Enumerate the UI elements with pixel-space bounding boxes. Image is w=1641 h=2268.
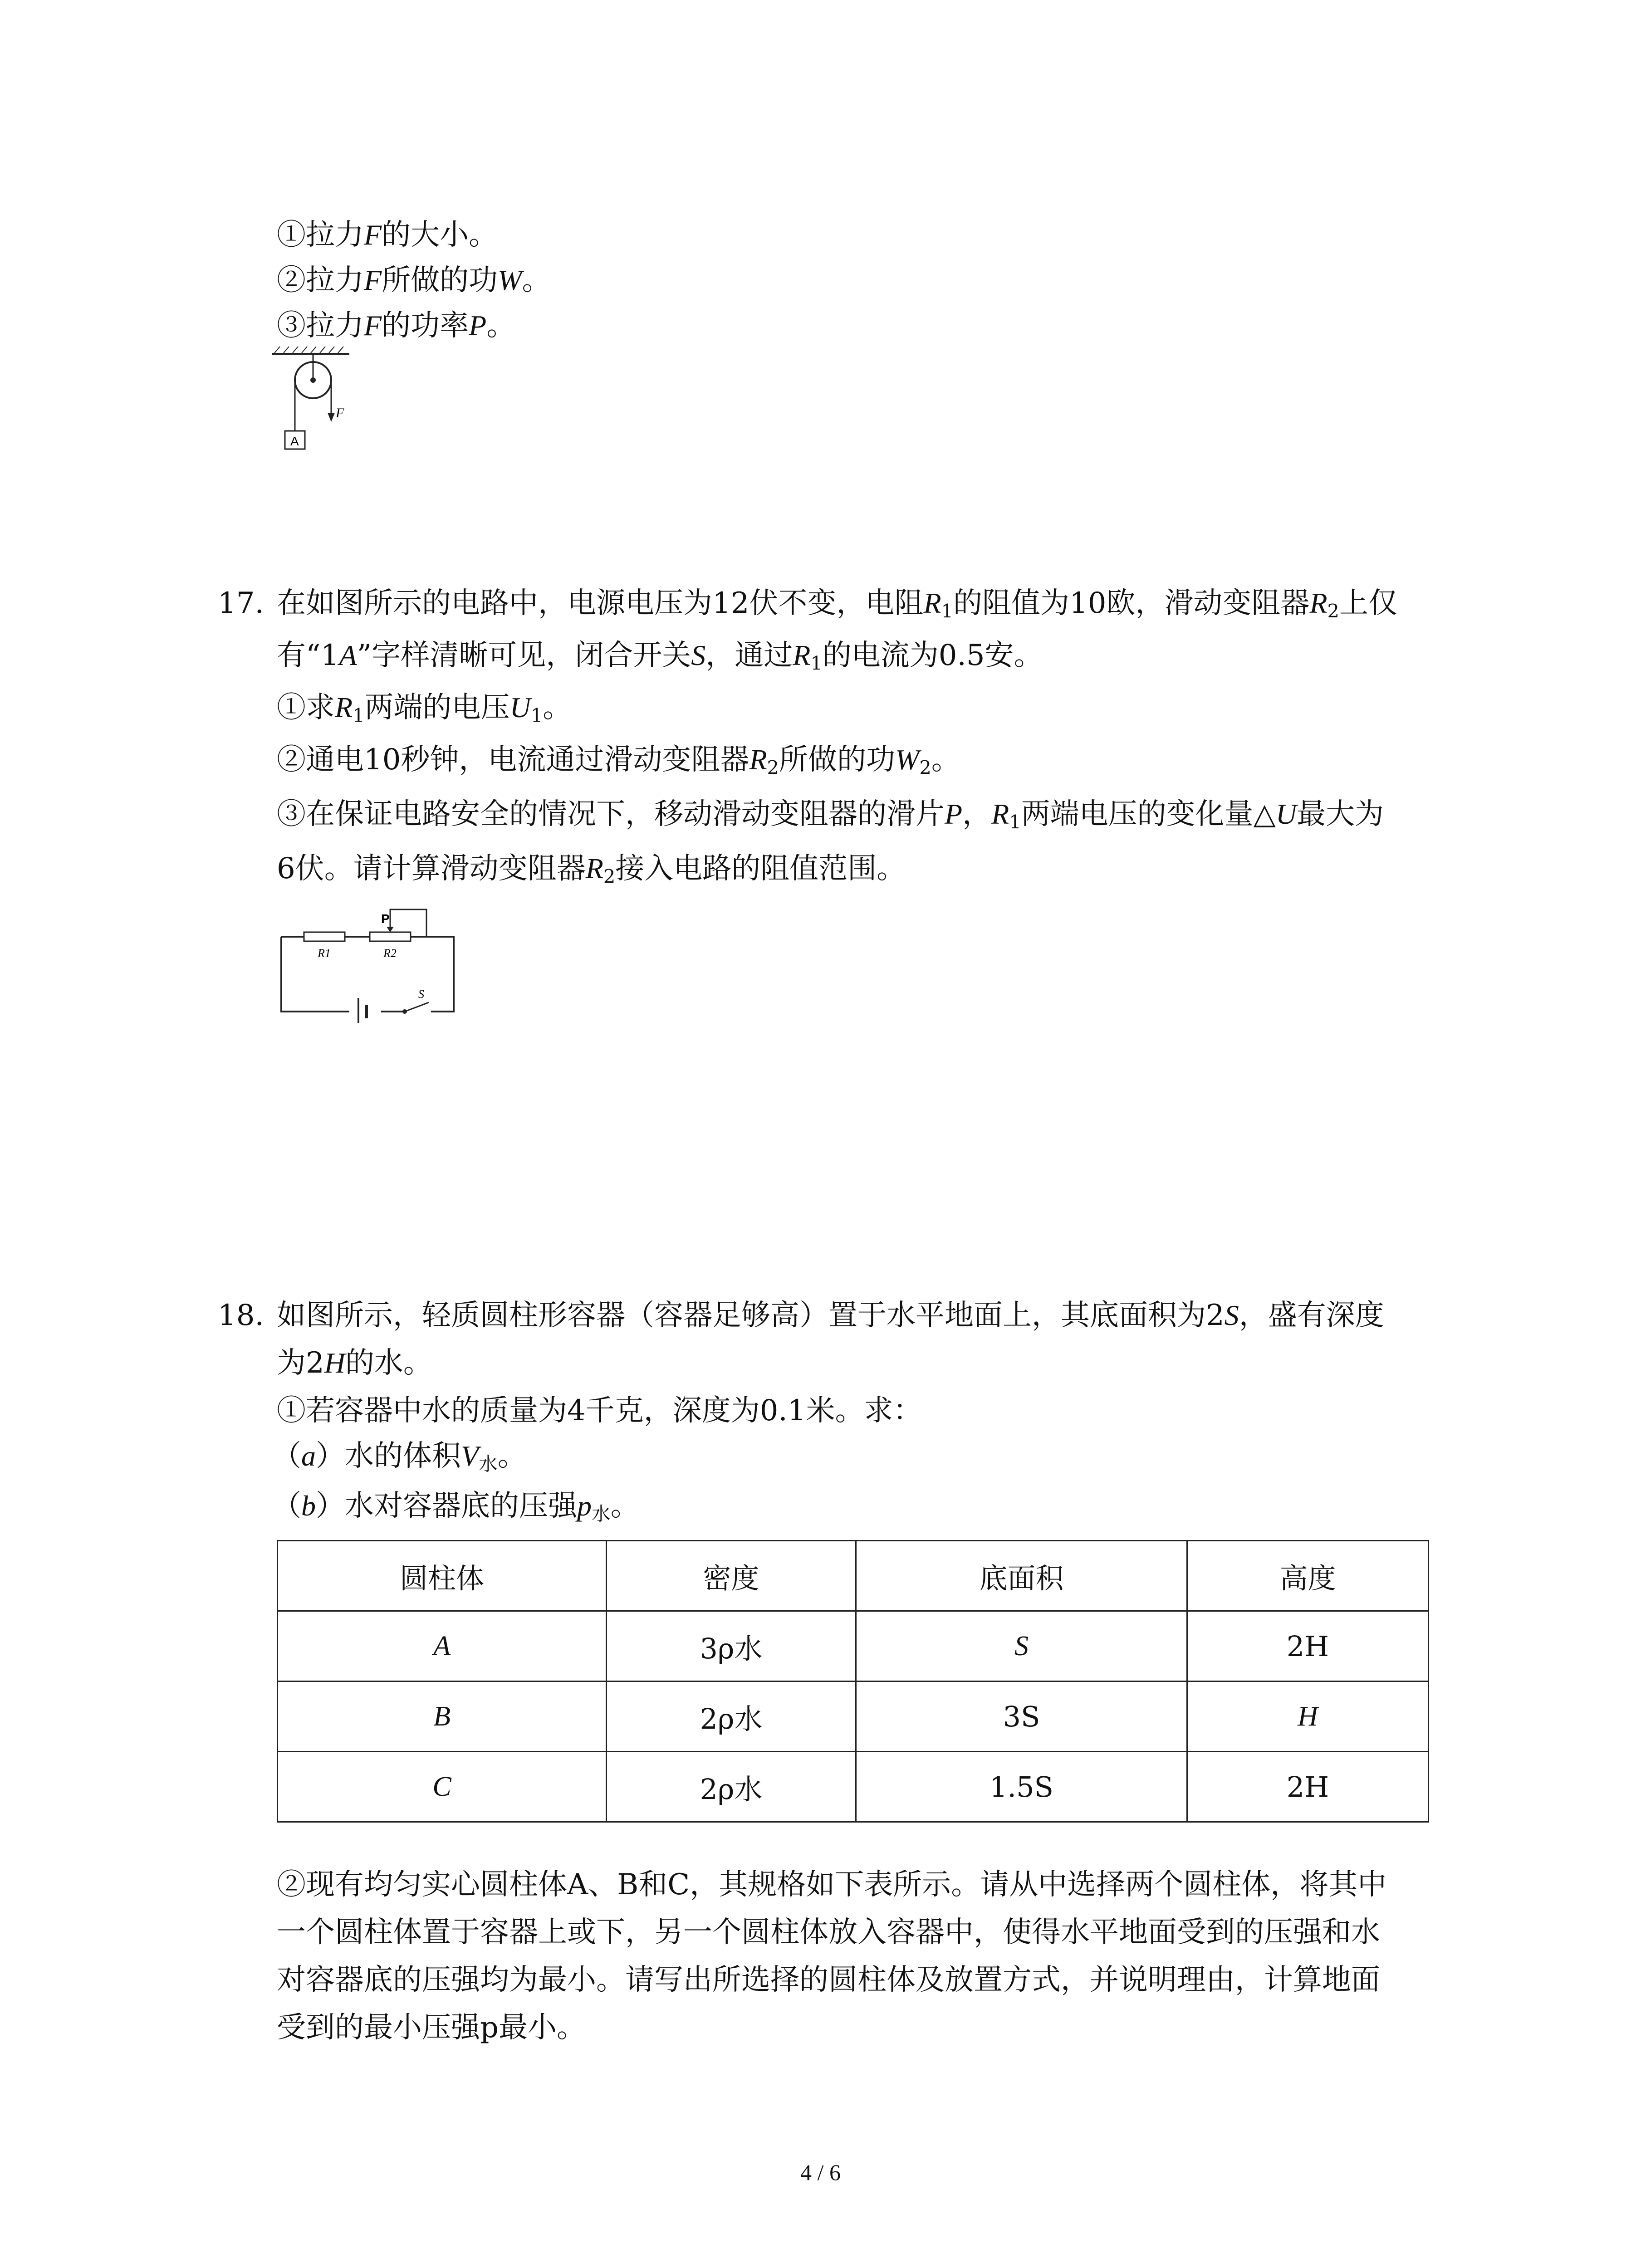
table-header: 底面积 xyxy=(856,1541,1187,1611)
table-row xyxy=(278,1611,1429,1681)
q16-item-2: ②拉力F所做的功W。 xyxy=(277,264,551,297)
q18-para-line-3: 对容器底的压强均为最小。请写出所选择的圆柱体及放置方式，并说明理由，计算地面 xyxy=(277,1963,1380,1997)
page-number: 4 / 6 xyxy=(800,2160,841,2185)
table-cell: B xyxy=(278,1681,607,1752)
q17-number: 17. xyxy=(218,587,264,620)
table-header-row xyxy=(278,1541,1429,1611)
table-cell: 2ρ水 xyxy=(607,1681,856,1752)
q18-line-1: 如图所示，轻质圆柱形容器（容器足够高）置于水平地面上，其底面积为2S，盛有深度 xyxy=(277,1299,1384,1332)
table-cell: 3S xyxy=(856,1681,1187,1752)
pulley-figure xyxy=(268,345,367,454)
q17-line-2: 有“1A”字样清晰可见，闭合开关S，通过$R_1$的电流为0.5安。 xyxy=(277,639,1043,675)
table-cell: C xyxy=(278,1752,607,1822)
q18-line-5: （b）水对容器底的压强$p_水$。 xyxy=(272,1489,640,1525)
q18-para-line-1: ②现有均匀实心圆柱体A、B和C，其规格如下表所示。请从中选择两个圆柱体，将其中 xyxy=(277,1868,1387,1901)
q17-line-1: 在如图所示的电路中，电源电压为12伏不变，电阻$R_1$的阻值为10欧，滑动变阻器$R_2$上仅 xyxy=(277,587,1397,622)
table-row xyxy=(278,1681,1429,1752)
q18-line-2: 为2H的水。 xyxy=(277,1346,432,1380)
circuit-figure xyxy=(272,905,463,1023)
table-cell: 2H xyxy=(1187,1611,1429,1681)
table-cell: 2H xyxy=(1187,1752,1429,1822)
table-header: 密度 xyxy=(607,1541,856,1611)
table-cell: 2ρ水 xyxy=(607,1752,856,1822)
table-cell: A xyxy=(278,1611,607,1681)
cylinder-spec-table xyxy=(277,1540,1429,1823)
table-header: 圆柱体 xyxy=(278,1541,607,1611)
table-row xyxy=(278,1752,1429,1822)
block-label: A xyxy=(290,434,299,448)
q16-item-3: ③拉力F的功率P。 xyxy=(277,309,516,342)
table-header: 高度 xyxy=(1187,1541,1429,1611)
q18-number: 18. xyxy=(218,1299,264,1332)
slider-label: P xyxy=(381,912,390,926)
q18-para-line-4: 受到的最小压强p最小。 xyxy=(277,2011,586,2044)
q17-line-4: ②通电10秒钟，电流通过滑动变阻器$R_2$所做的功$W_2$。 xyxy=(277,743,960,779)
q18-line-4: （a）水的体积$V_水$。 xyxy=(272,1439,527,1475)
q17-line-6: 6伏。请计算滑动变阻器$R_2$接入电路的阻值范围。 xyxy=(277,852,906,888)
r2-label: R2 xyxy=(383,947,397,960)
table-cell: 3ρ水 xyxy=(607,1611,856,1681)
q18-line-3: ①若容器中水的质量为4千克，深度为0.1米。求： xyxy=(277,1394,922,1427)
table-cell: 1.5S xyxy=(856,1752,1187,1822)
q18-para-line-2: 一个圆柱体置于容器上或下，另一个圆柱体放入容器中，使得水平地面受到的压强和水 xyxy=(277,1916,1380,1949)
q16-item-1: ①拉力F的大小。 xyxy=(277,218,498,252)
q17-line-3: ①求$R_1$两端的电压$U_1$。 xyxy=(277,691,572,727)
q17-line-5: ③在保证电路安全的情况下，移动滑动变阻器的滑片P，$R_1$两端电压的变化量△U最大为 xyxy=(277,797,1384,833)
table-cell: H xyxy=(1187,1681,1429,1752)
r1-label: R1 xyxy=(318,947,331,960)
table-cell: S xyxy=(856,1611,1187,1681)
switch-label: S xyxy=(418,987,424,1001)
force-label: F xyxy=(336,406,344,420)
